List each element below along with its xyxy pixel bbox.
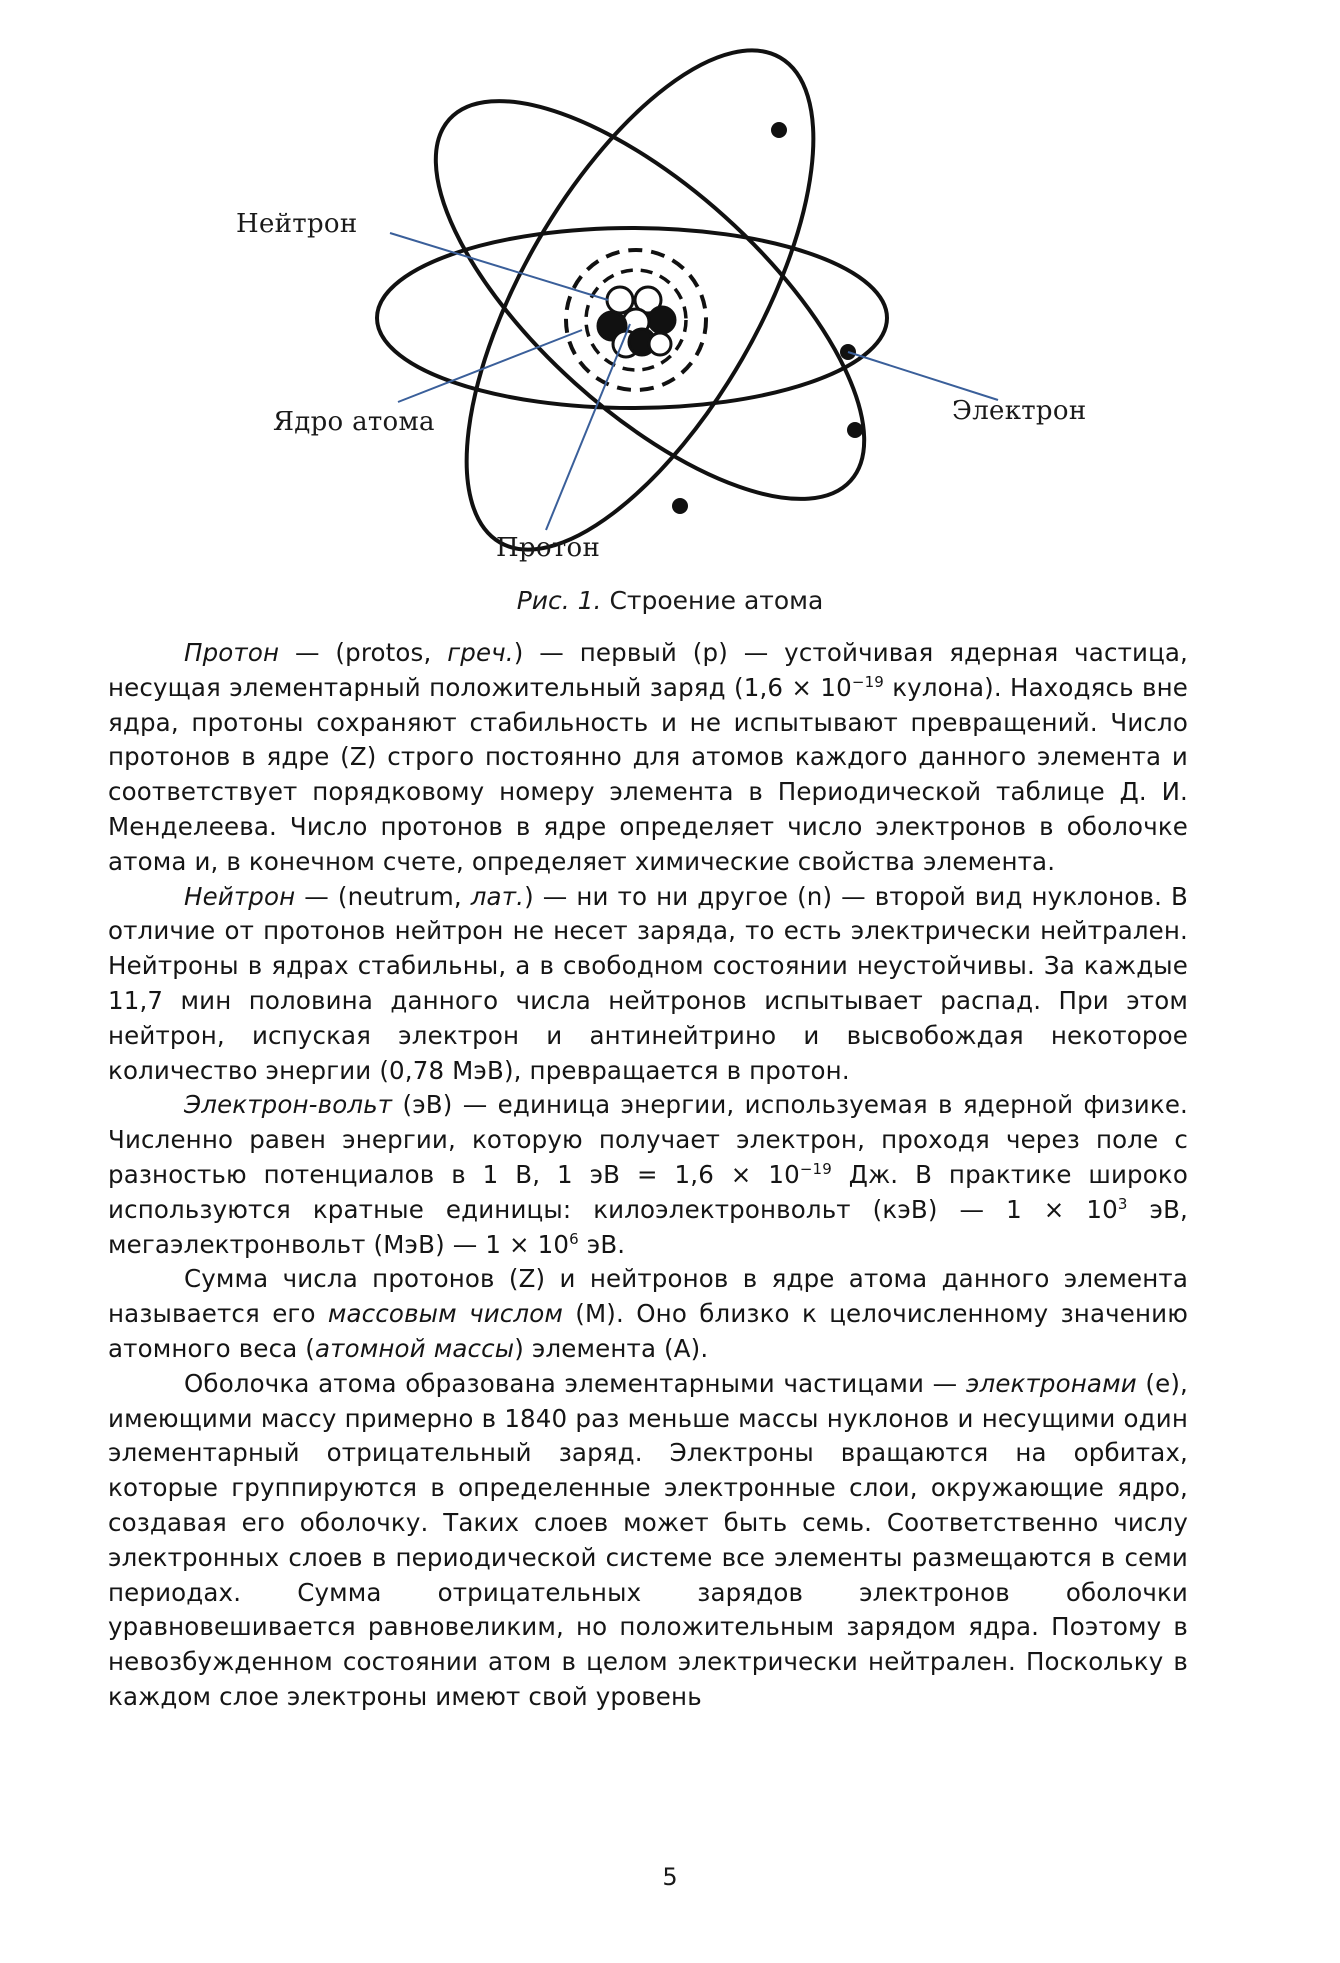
term-neutron: Нейтрон [184,881,296,911]
pointer-proton [546,324,630,530]
electron-dot [847,422,863,438]
exponent: 6 [569,1229,579,1248]
proton-particle [607,287,633,313]
lang-greek: греч. [447,638,514,667]
neutron-particle [649,307,675,333]
paragraph-electron-shell [108,1367,1188,1715]
label-neutron: Нейтрон [236,209,358,239]
paragraph-neutron [108,880,1188,1089]
p3-d: эВ. [578,1229,626,1259]
label-nucleus: Ядро атома [273,407,435,437]
p2-b: ) — ни то ни другое (n) — второй вид нуклонов. В отличие от протонов нейтрон не несет заряда, то есть электрически нейтрален. Нейтроны в ядрах стабильны, а в свободном состоянии неустойчивы. За каждые 11,7 мин половина данного числа нейтронов испытывает распад. При этом нейтрон, испуская электрон и антинейтрино и высвобождая некоторое количество энергии (0,78 МэВ), превращается в протон. [108,881,1188,1085]
atom-figure [0,0,1340,630]
pointer-electron [848,352,998,400]
p4-c: ) элемента (A). [514,1333,709,1363]
p4-b: (M). Оно близко к целочисленному значению атомного веса ( [108,1299,1188,1363]
proton-particle [649,333,671,355]
paragraph-proton [108,636,1188,880]
lang-latin: лат. [470,881,525,911]
term-atomic-mass: атомной массы [315,1333,515,1363]
p3-b: Дж. В практике широко используются кратные единицы: килоэлектронвольт (кэВ) — 1 × 10 [108,1159,1188,1224]
electron-dot [672,498,688,514]
caption-prefix: Рис. 1. [516,586,602,615]
caption-text: Строение атома [601,586,824,615]
p5-b: (e), имеющими массу примерно в 1840 раз меньше массы нуклонов и несущими один элементарный отрицательный заряд. Электроны вращаются на орбитах, которые группируются в определенные электронные слои, окружающие ядро, создавая его оболочку. Таких слоев может быть семь. Соответственно числу электронных слоев в периодической системе все элементы размещаются в семи периодах. Сумма отрицательных зарядов электронов оболочки уравновешивается равновеликим, но положительным зарядом ядра. Поэтому в невозбужденном состоянии атом в целом электрически нейтрален. Поскольку в каждом слое электроны имеют свой уровень [108,1368,1188,1711]
label-proton: Протон [496,533,601,563]
p1-c: кулона). Находясь вне ядра, протоны сохраняют стабильность и не испытывают превращений. Число протонов в ядре (Z) строго постоянно для атомов каждого данного элемента и соответствует порядковому номеру элемента в Периодической таблице Д. И. Менделеева. Число протонов в ядре определяет число электронов в оболочке атома и, в конечном счете, определяет химические свойства элемента. [108,672,1188,876]
exponent: −19 [851,672,884,691]
p2-a: — (neutrum, [295,881,471,911]
exponent: 3 [1117,1194,1128,1213]
p5-a: Оболочка атома образована элементарными частицами — [184,1368,966,1398]
page-number: 5 [662,1863,678,1891]
electron-dot [771,122,787,138]
p1-a: — (protos, [279,638,448,667]
p3-a: (эВ) — единица энергии, используемая в ядерной физике. Численно равен энергии, которую получает электрон, проходя через поле с разностью потенциалов в 1 В, 1 эВ = 1,6 × 10 [108,1090,1188,1189]
p3-c: эВ, мегаэлектронвольт (МэВ) — 1 × 10 [108,1194,1188,1259]
p1-b: ) — первый (p) — устойчивая ядерная частица, несущая элементарный положительный заряд (1,6 × 10 [108,638,1188,702]
term-electrons: электронами [965,1368,1137,1398]
p4-a: Сумма числа протонов (Z) и нейтронов в ядре атома данного элемента называется его [108,1264,1188,1329]
body-text [108,636,1188,1715]
term-electron-volt: Электрон-вольт [184,1090,393,1120]
paragraph-electron-volt [108,1088,1188,1262]
exponent: −19 [799,1159,832,1178]
term-mass-number: массовым числом [327,1299,563,1329]
term-proton: Протон [184,638,280,667]
figure-caption [0,586,1340,615]
label-electron: Электрон [952,396,1087,426]
paragraph-mass-number [108,1262,1188,1366]
atom-diagram [0,0,1340,630]
